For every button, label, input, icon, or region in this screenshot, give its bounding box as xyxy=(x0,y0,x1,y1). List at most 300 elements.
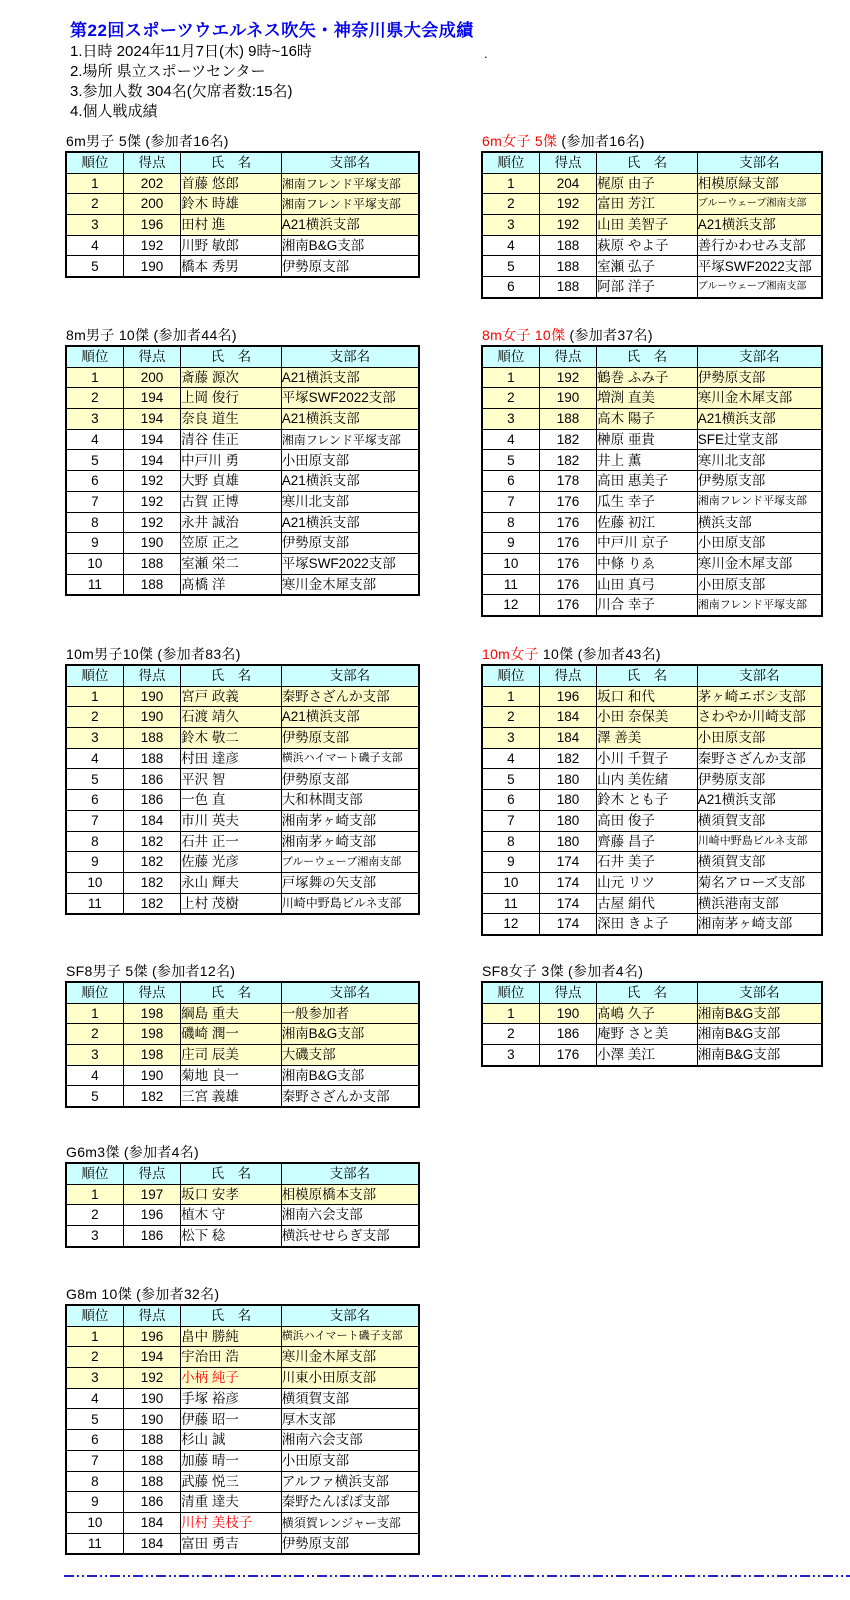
column-header-row xyxy=(482,346,822,367)
name-cell: 高田 惠美子 xyxy=(597,471,698,492)
bottom-dashed-divider xyxy=(64,1575,850,1577)
score-cell: 192 xyxy=(123,512,180,533)
branch-cell: A21横浜支部 xyxy=(281,512,419,533)
table-heading-black: (参加者37名) xyxy=(565,327,653,343)
rank-cell: 12 xyxy=(482,914,539,935)
rank-cell: 4 xyxy=(66,429,123,450)
rank-cell: 2 xyxy=(66,1347,123,1368)
branch-cell: A21横浜支部 xyxy=(697,790,822,811)
score-cell: 186 xyxy=(123,1226,180,1247)
table-row xyxy=(482,574,822,595)
column-header-score: 得点 xyxy=(539,982,596,1003)
table-row xyxy=(66,1086,419,1107)
table-row xyxy=(66,429,419,450)
rank-cell: 6 xyxy=(482,277,539,298)
branch-cell: 小田原支部 xyxy=(697,533,822,554)
column-header-rank: 順位 xyxy=(482,152,539,173)
name-cell: 杉山 誠 xyxy=(181,1430,282,1451)
section-g8m xyxy=(65,1285,420,1555)
name-cell: 石井 美子 xyxy=(597,852,698,873)
table-row xyxy=(66,235,419,256)
table-row xyxy=(66,852,419,873)
name-cell: 綱島 重夫 xyxy=(181,1003,282,1024)
rank-cell: 4 xyxy=(482,748,539,769)
rank-cell: 2 xyxy=(66,388,123,409)
score-cell: 184 xyxy=(123,810,180,831)
table-row xyxy=(66,1347,419,1368)
score-cell: 198 xyxy=(123,1024,180,1045)
score-cell: 182 xyxy=(123,872,180,893)
name-cell: 萩原 やよ子 xyxy=(597,235,698,256)
rank-cell: 6 xyxy=(482,790,539,811)
table-row xyxy=(482,235,822,256)
score-cell: 192 xyxy=(123,235,180,256)
column-header-rank: 順位 xyxy=(66,1163,123,1184)
rank-cell: 1 xyxy=(482,173,539,194)
name-cell: 古賀 正博 xyxy=(181,491,282,512)
branch-cell: 秦野さざんか支部 xyxy=(697,748,822,769)
branch-cell: ブルーウェーブ湘南支部 xyxy=(697,277,822,298)
rank-cell: 1 xyxy=(482,367,539,388)
section-sf8-men xyxy=(65,962,420,1108)
rank-cell: 2 xyxy=(66,1205,123,1226)
branch-cell: 相模原緑支部 xyxy=(697,173,822,194)
score-cell: 178 xyxy=(539,471,596,492)
table-row xyxy=(482,388,822,409)
table-row xyxy=(66,1003,419,1024)
score-cell: 176 xyxy=(539,1045,596,1066)
rank-cell: 5 xyxy=(66,450,123,471)
table-heading-black: G6m3傑 (参加者4名) xyxy=(66,1144,200,1160)
score-cell: 196 xyxy=(539,686,596,707)
rank-cell: 12 xyxy=(482,595,539,616)
branch-cell: A21横浜支部 xyxy=(281,409,419,430)
score-cell: 190 xyxy=(539,1003,596,1024)
score-cell: 176 xyxy=(539,574,596,595)
name-cell: 髙橋 洋 xyxy=(181,574,282,595)
name-cell: 山元 リツ xyxy=(597,872,698,893)
rank-cell: 1 xyxy=(482,1003,539,1024)
column-header-row xyxy=(482,665,822,686)
score-cell: 190 xyxy=(123,1409,180,1430)
branch-cell: 秦野さざんか支部 xyxy=(281,686,419,707)
name-cell: 坂口 安孝 xyxy=(181,1184,282,1205)
table-heading xyxy=(482,645,823,663)
rank-cell: 1 xyxy=(66,1003,123,1024)
branch-cell: SFE辻堂支部 xyxy=(697,429,822,450)
results-table xyxy=(481,981,823,1067)
rank-cell: 10 xyxy=(66,872,123,893)
section-g6m xyxy=(65,1143,420,1248)
results-table xyxy=(65,1304,420,1555)
table-heading xyxy=(482,132,823,150)
results-table xyxy=(65,1162,420,1248)
score-cell: 192 xyxy=(539,215,596,236)
rank-cell: 3 xyxy=(482,215,539,236)
table-row xyxy=(66,1184,419,1205)
score-cell: 184 xyxy=(123,1533,180,1554)
branch-cell: 横浜せせらぎ支部 xyxy=(281,1226,419,1247)
branch-cell: 湘南B&G支部 xyxy=(281,235,419,256)
rank-cell: 1 xyxy=(66,367,123,388)
name-cell: 庄司 辰美 xyxy=(181,1045,282,1066)
score-cell: 188 xyxy=(539,256,596,277)
table-heading-black: SF8女子 3傑 (参加者4名) xyxy=(482,963,644,979)
table-row xyxy=(482,409,822,430)
score-cell: 196 xyxy=(123,1326,180,1347)
rank-cell: 4 xyxy=(66,748,123,769)
score-cell: 188 xyxy=(539,235,596,256)
table-row xyxy=(66,1512,419,1533)
score-cell: 188 xyxy=(123,748,180,769)
rank-cell: 4 xyxy=(66,1388,123,1409)
branch-cell: 茅ヶ崎エボシ支部 xyxy=(697,686,822,707)
section-8m-women xyxy=(481,326,823,617)
score-cell: 174 xyxy=(539,893,596,914)
table-row xyxy=(482,367,822,388)
score-cell: 180 xyxy=(539,831,596,852)
table-row xyxy=(66,1326,419,1347)
rank-cell: 6 xyxy=(66,471,123,492)
rank-cell: 2 xyxy=(66,707,123,728)
name-cell: 石井 正一 xyxy=(181,831,282,852)
branch-cell: 湘南フレンド平塚支部 xyxy=(281,429,419,450)
rank-cell: 3 xyxy=(482,728,539,749)
branch-cell: 寒川金木犀支部 xyxy=(281,1347,419,1368)
column-header-row xyxy=(482,982,822,1003)
score-cell: 180 xyxy=(539,790,596,811)
name-cell: 髙嶋 久子 xyxy=(597,1003,698,1024)
score-cell: 192 xyxy=(123,471,180,492)
score-cell: 204 xyxy=(539,173,596,194)
table-row xyxy=(482,893,822,914)
table-row xyxy=(482,553,822,574)
name-cell: 富田 芳江 xyxy=(597,194,698,215)
table-row xyxy=(482,471,822,492)
table-row xyxy=(66,769,419,790)
rank-cell: 9 xyxy=(482,533,539,554)
score-cell: 182 xyxy=(539,748,596,769)
name-cell: 宇治田 浩 xyxy=(181,1347,282,1368)
name-cell: 市川 英夫 xyxy=(181,810,282,831)
score-cell: 190 xyxy=(539,388,596,409)
table-row xyxy=(482,194,822,215)
table-row xyxy=(482,512,822,533)
column-header-branch: 支部名 xyxy=(697,346,822,367)
column-header-score: 得点 xyxy=(123,665,180,686)
table-row xyxy=(482,533,822,554)
branch-cell: 寒川金木犀支部 xyxy=(697,388,822,409)
rank-cell: 6 xyxy=(66,790,123,811)
name-cell: 三宮 義雄 xyxy=(181,1086,282,1107)
column-header-score: 得点 xyxy=(123,1163,180,1184)
branch-cell: 横浜支部 xyxy=(697,512,822,533)
branch-cell: 伊勢原支部 xyxy=(697,367,822,388)
column-header-score: 得点 xyxy=(539,152,596,173)
branch-cell: 平塚SWF2022支部 xyxy=(281,553,419,574)
name-cell: 山田 真弓 xyxy=(597,574,698,595)
name-cell: 鈴木 時雄 xyxy=(181,194,282,215)
branch-cell: 寒川金木犀支部 xyxy=(697,553,822,574)
column-header-row xyxy=(66,1163,419,1184)
branch-cell: 小田原支部 xyxy=(281,450,419,471)
table-row xyxy=(482,1045,822,1066)
branch-cell: 湘南六会支部 xyxy=(281,1205,419,1226)
table-row xyxy=(66,491,419,512)
table-row xyxy=(66,1409,419,1430)
score-cell: 192 xyxy=(539,367,596,388)
branch-cell: 戸塚舞の矢支部 xyxy=(281,872,419,893)
name-cell: 上村 茂樹 xyxy=(181,893,282,914)
branch-cell: 横須賀支部 xyxy=(697,810,822,831)
branch-cell: 菊名アローズ支部 xyxy=(697,872,822,893)
rank-cell: 8 xyxy=(482,831,539,852)
table-heading-black: 10m男子10傑 (参加者83名) xyxy=(66,646,241,662)
column-header-score: 得点 xyxy=(123,152,180,173)
score-cell: 182 xyxy=(539,450,596,471)
rank-cell: 9 xyxy=(66,852,123,873)
rank-cell: 10 xyxy=(482,872,539,893)
branch-cell: 湘南B&G支部 xyxy=(281,1065,419,1086)
score-cell: 180 xyxy=(539,769,596,790)
rank-cell: 8 xyxy=(482,512,539,533)
table-row xyxy=(482,872,822,893)
rank-cell: 2 xyxy=(482,194,539,215)
rank-cell: 5 xyxy=(66,1086,123,1107)
column-header-score: 得点 xyxy=(123,346,180,367)
rank-cell: 4 xyxy=(66,1065,123,1086)
rank-cell: 5 xyxy=(482,450,539,471)
name-cell: 山田 美智子 xyxy=(597,215,698,236)
column-header-rank: 順位 xyxy=(482,982,539,1003)
name-cell: 深田 きよ子 xyxy=(597,914,698,935)
table-row xyxy=(66,728,419,749)
table-row xyxy=(66,748,419,769)
table-row xyxy=(66,707,419,728)
name-cell: 山内 美佐緒 xyxy=(597,769,698,790)
branch-cell: 平塚SWF2022支部 xyxy=(697,256,822,277)
table-heading-red: 10m女子 xyxy=(482,646,539,662)
table-row xyxy=(66,388,419,409)
score-cell: 182 xyxy=(539,429,596,450)
score-cell: 182 xyxy=(123,852,180,873)
column-header-rank: 順位 xyxy=(66,346,123,367)
branch-cell: 伊勢原支部 xyxy=(281,769,419,790)
branch-cell: 伊勢原支部 xyxy=(281,533,419,554)
table-row xyxy=(66,450,419,471)
table-row xyxy=(482,748,822,769)
name-cell: 宮戸 政義 xyxy=(181,686,282,707)
branch-cell: 寒川北支部 xyxy=(697,450,822,471)
name-cell: 永山 輝夫 xyxy=(181,872,282,893)
rank-cell: 3 xyxy=(482,409,539,430)
branch-cell: 伊勢原支部 xyxy=(697,769,822,790)
score-cell: 188 xyxy=(123,553,180,574)
name-cell: 松下 稔 xyxy=(181,1226,282,1247)
name-cell: 植木 守 xyxy=(181,1205,282,1226)
score-cell: 190 xyxy=(123,1065,180,1086)
score-cell: 190 xyxy=(123,256,180,277)
name-cell: 高田 俊子 xyxy=(597,810,698,831)
column-header-row xyxy=(66,1305,419,1326)
table-row xyxy=(482,450,822,471)
rank-cell: 5 xyxy=(66,1409,123,1430)
rank-cell: 5 xyxy=(66,256,123,277)
column-header-branch: 支部名 xyxy=(281,665,419,686)
name-cell: 平沢 智 xyxy=(181,769,282,790)
score-cell: 194 xyxy=(123,409,180,430)
rank-cell: 2 xyxy=(482,1024,539,1045)
score-cell: 186 xyxy=(123,769,180,790)
column-header-branch: 支部名 xyxy=(697,665,822,686)
table-row xyxy=(482,595,822,616)
column-header-row xyxy=(66,982,419,1003)
table-row xyxy=(482,707,822,728)
table-row xyxy=(482,728,822,749)
score-cell: 188 xyxy=(123,1471,180,1492)
name-cell: 小川 千賀子 xyxy=(597,748,698,769)
table-heading xyxy=(482,962,823,980)
rank-cell: 9 xyxy=(482,852,539,873)
column-header-branch: 支部名 xyxy=(697,152,822,173)
name-cell: 清谷 佳正 xyxy=(181,429,282,450)
name-cell: 首藤 悠郎 xyxy=(181,173,282,194)
branch-cell: 横須賀支部 xyxy=(281,1388,419,1409)
branch-cell: A21横浜支部 xyxy=(281,367,419,388)
branch-cell: A21横浜支部 xyxy=(281,215,419,236)
name-cell: 梶原 由子 xyxy=(597,173,698,194)
section-sf8-women xyxy=(481,962,823,1067)
column-header-name: 氏 名 xyxy=(597,346,698,367)
rank-cell: 5 xyxy=(66,769,123,790)
table-heading xyxy=(482,326,823,344)
branch-cell: 湘南B&G支部 xyxy=(281,1024,419,1045)
table-row xyxy=(66,1045,419,1066)
name-cell: 田村 進 xyxy=(181,215,282,236)
branch-cell: A21横浜支部 xyxy=(697,409,822,430)
table-row xyxy=(66,1205,419,1226)
score-cell: 186 xyxy=(539,1024,596,1045)
table-row xyxy=(66,409,419,430)
column-header-name: 氏 名 xyxy=(597,152,698,173)
column-header-name: 氏 名 xyxy=(181,665,282,686)
name-cell: 村田 達彦 xyxy=(181,748,282,769)
name-cell: 笠原 正之 xyxy=(181,533,282,554)
branch-cell: 川崎中野島ビルネ支部 xyxy=(281,893,419,914)
branch-cell: 小田原支部 xyxy=(697,728,822,749)
table-row xyxy=(66,1226,419,1247)
branch-cell: 伊勢原支部 xyxy=(281,728,419,749)
column-header-name: 氏 名 xyxy=(181,1305,282,1326)
rank-cell: 11 xyxy=(482,574,539,595)
name-cell: 阿部 洋子 xyxy=(597,277,698,298)
table-heading xyxy=(66,1285,420,1303)
name-cell: 鶴巻 ふみ子 xyxy=(597,367,698,388)
name-cell: 小澤 美江 xyxy=(597,1045,698,1066)
rank-cell: 3 xyxy=(66,728,123,749)
name-cell: 武藤 悦三 xyxy=(181,1471,282,1492)
branch-cell: 川東小田原支部 xyxy=(281,1368,419,1389)
column-header-branch: 支部名 xyxy=(697,982,822,1003)
name-cell: 磯崎 潤一 xyxy=(181,1024,282,1045)
rank-cell: 7 xyxy=(482,810,539,831)
info-line-venue: 2.場所 県立スポーツセンター xyxy=(70,63,266,80)
branch-cell: ブルーウェーブ湘南支部 xyxy=(697,194,822,215)
score-cell: 188 xyxy=(123,728,180,749)
rank-cell: 7 xyxy=(66,491,123,512)
score-cell: 176 xyxy=(539,512,596,533)
score-cell: 190 xyxy=(123,686,180,707)
branch-cell: 寒川北支部 xyxy=(281,491,419,512)
table-row xyxy=(66,686,419,707)
name-cell: 中條 りゑ xyxy=(597,553,698,574)
branch-cell: 秦野さざんか支部 xyxy=(281,1086,419,1107)
rank-cell: 9 xyxy=(66,533,123,554)
results-table xyxy=(481,345,823,617)
table-row xyxy=(66,471,419,492)
table-row xyxy=(482,769,822,790)
table-row xyxy=(482,215,822,236)
rank-cell: 10 xyxy=(66,1512,123,1533)
rank-cell: 3 xyxy=(66,409,123,430)
table-row xyxy=(66,553,419,574)
page-title: 第22回スポーツウエルネス吹矢・神奈川県大会成績 xyxy=(70,21,474,40)
name-cell: 清重 達夫 xyxy=(181,1492,282,1513)
table-row xyxy=(66,1024,419,1045)
branch-cell: 湘南茅ヶ崎支部 xyxy=(281,810,419,831)
table-row xyxy=(66,173,419,194)
results-table xyxy=(65,151,420,278)
table-row xyxy=(482,173,822,194)
table-row xyxy=(66,1450,419,1471)
name-cell: 永井 誠治 xyxy=(181,512,282,533)
table-row xyxy=(66,1388,419,1409)
results-table xyxy=(65,345,420,596)
rank-cell: 7 xyxy=(66,810,123,831)
name-cell: 畠中 勝純 xyxy=(181,1326,282,1347)
table-heading xyxy=(66,132,420,150)
rank-cell: 11 xyxy=(66,893,123,914)
score-cell: 194 xyxy=(123,388,180,409)
table-row xyxy=(482,277,822,298)
rank-cell: 6 xyxy=(66,1430,123,1451)
score-cell: 182 xyxy=(123,831,180,852)
rank-cell: 11 xyxy=(482,893,539,914)
section-6m-women xyxy=(481,132,823,299)
table-row xyxy=(482,1024,822,1045)
name-cell: 榊原 亜貴 xyxy=(597,429,698,450)
name-cell: 川野 敏郎 xyxy=(181,235,282,256)
branch-cell: アルファ横浜支部 xyxy=(281,1471,419,1492)
rank-cell: 3 xyxy=(66,1226,123,1247)
column-header-row xyxy=(482,152,822,173)
table-row xyxy=(66,790,419,811)
rank-cell: 1 xyxy=(66,1184,123,1205)
branch-cell: 湘南茅ヶ崎支部 xyxy=(697,914,822,935)
name-cell: 室瀬 栄二 xyxy=(181,553,282,574)
column-header-branch: 支部名 xyxy=(281,1163,419,1184)
branch-cell: 善行かわせみ支部 xyxy=(697,235,822,256)
branch-cell: 伊勢原支部 xyxy=(281,1533,419,1554)
branch-cell: A21横浜支部 xyxy=(281,707,419,728)
score-cell: 198 xyxy=(123,1003,180,1024)
rank-cell: 2 xyxy=(482,388,539,409)
branch-cell: 湘南フレンド平塚支部 xyxy=(281,173,419,194)
score-cell: 196 xyxy=(123,215,180,236)
column-header-row xyxy=(66,665,419,686)
section-6m-men xyxy=(65,132,420,278)
branch-cell: 湘南フレンド平塚支部 xyxy=(281,194,419,215)
